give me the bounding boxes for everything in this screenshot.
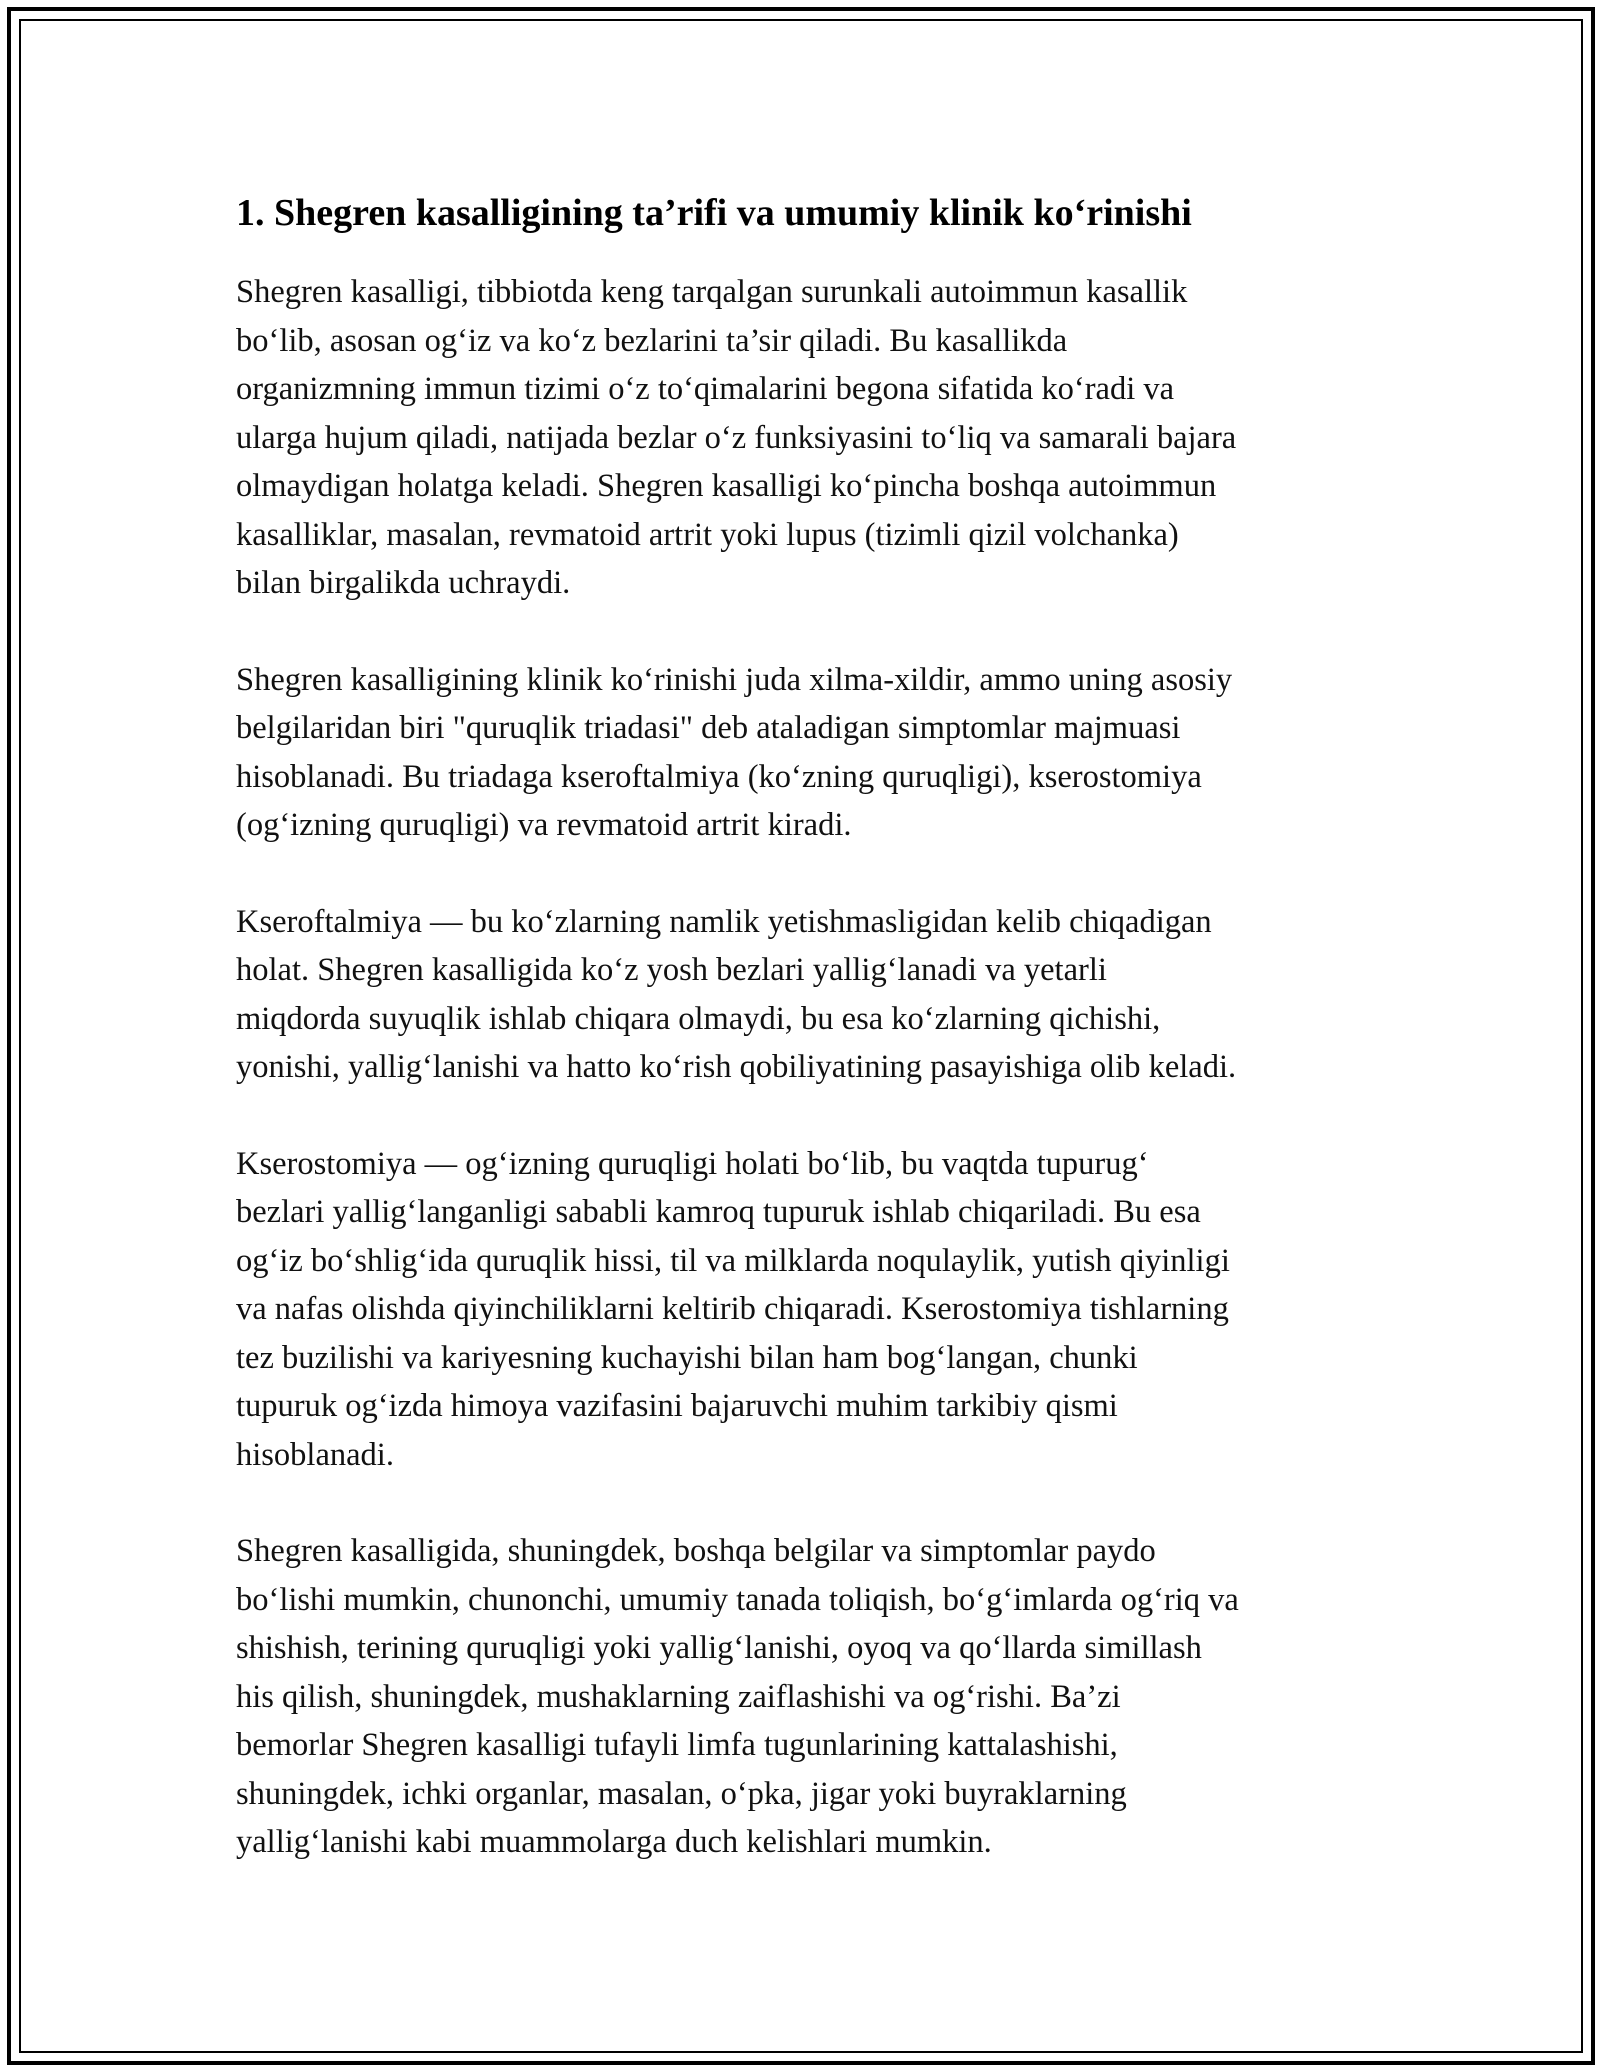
section-heading: 1. Shegren kasalligining ta’rifi va umumiy klinik ko‘rinishi xyxy=(236,192,1192,234)
paragraph-other-symptoms: Shegren kasalligida, shuningdek, boshqa belgilar va simptomlar paydo bo‘lishi mumkin, chunonchi, umumiy tanada toliqish, bo‘g‘imlarda og‘riq va shishish, terining quruqligi yoki yallig‘lanishi, oyoq va qo‘llarda simillash his qilish, shuningdek, mushaklarning zaiflashishi va og‘rishi. Ba’zi bemorlar Shegren kasalligi tufayli limfa tugunlarining kattalashishi, shuningdek, ichki organlar, masalan, o‘pka, jigar yoki buyraklarning yallig‘lanishi kabi muammolarga duch kelishlari mumkin. xyxy=(236,1533,1239,1860)
paragraph-clinical-picture: Shegren kasalligining klinik ko‘rinishi juda xilma-xildir, ammo uning asosiy belgilaridan biri "quruqlik triadasi" deb ataladigan simptomlar majmuasi hisoblanadi. Bu triadaga kseroftalmiya (ko‘zning quruqligi), kserostomiya (og‘izning quruqligi) va revmatoid artrit kiradi. xyxy=(236,661,1233,843)
paragraph-definition: Shegren kasalligi, tibbiotda keng tarqalgan surunkali autoimmun kasallik bo‘lib, asosan og‘iz va ko‘z bezlarini ta’sir qiladi. Bu kasallikda organizmning immun tizimi o‘z to‘qimalarini begona sifatida ko‘radi va ularga hujum qiladi, natijada bezlar o‘z funksiyasini to‘liq va samarali bajara olmaydigan holatga keladi. Shegren kasalligi ko‘pincha boshqa autoimmun kasalliklar, masalan, revmatoid artrit yoki lupus (tizimli qizil volchanka) bilan birgalikda uchraydi. xyxy=(236,274,1237,601)
paragraph-xerophthalmia: Kseroftalmiya — bu ko‘zlarning namlik yetishmasligidan kelib chiqadigan holat. Shegren kasalligida ko‘z yosh bezlari yallig‘lanadi va yetarli miqdorda suyuqlik ishlab chiqara olmaydi, bu esa ko‘zlarning qichishi, yonishi, yallig‘lanishi va hatto ko‘rish qobiliyatining pasayishiga olib keladi. xyxy=(236,903,1237,1085)
document-body xyxy=(236,190,1376,1915)
paragraph-xerostomia: Kserostomiya — og‘izning quruqligi holati bo‘lib, bu vaqtda tupurug‘ bezlari yallig‘langanligi sababli kamroq tupuruk ishlab chiqariladi. Bu esa og‘iz bo‘shlig‘ida quruqlik hissi, til va milklarda noqulaylik, yutish qiyinligi va nafas olishda qiyinchiliklarni keltirib chiqaradi. Kserostomiya tishlarning tez buzilishi va kariyesning kuchayishi bilan ham bog‘langan, chunki tupuruk og‘izda himoya vazifasini bajaruvchi muhim tarkibiy qismi hisoblanadi. xyxy=(236,1145,1230,1473)
